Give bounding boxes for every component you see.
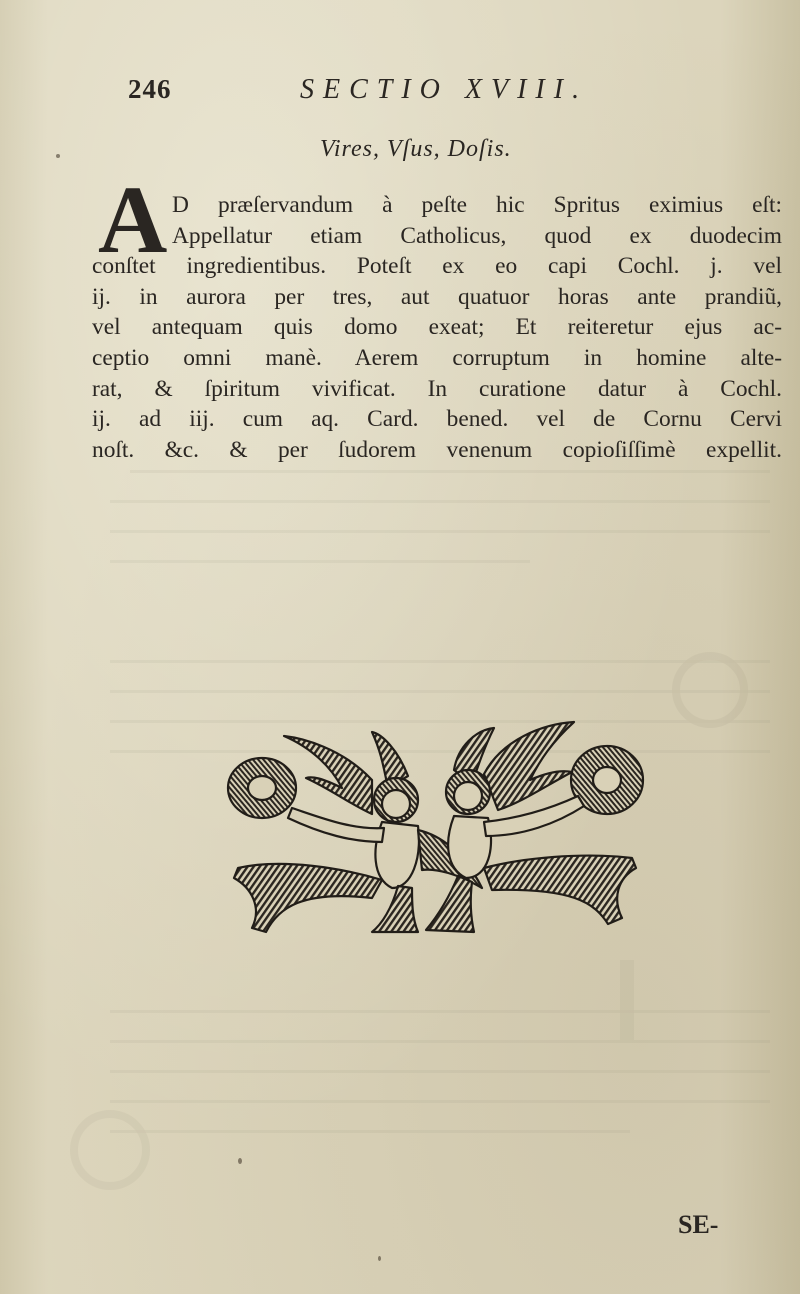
- text-line: Appellatur etiam Catholicus, quod ex duodecim: [172, 222, 782, 249]
- text-line: ij. in aurora per tres, aut quatuor horas ante prandiũ,: [92, 283, 782, 310]
- text-line: rat, & ſpiritum vivificat. In curatione datur à Cochl.: [92, 375, 782, 402]
- text-line: D præſervandum à peſte hic Spritus eximius eſt:: [172, 192, 782, 218]
- left-cherub-wing: [284, 736, 372, 814]
- text-line: vel antequam quis domo exeat; Et reiteretur ejus ac-: [92, 314, 782, 341]
- section-subheading: Vires, Vſus, Doſis.: [320, 136, 512, 162]
- winged-cherubs-with-wreaths-woodcut-icon: [222, 718, 652, 942]
- running-head: SECTIO XVIII.: [300, 74, 589, 105]
- right-cherub-leg-2: [426, 876, 474, 932]
- left-wreath: [228, 758, 296, 818]
- right-cherub-leg: [484, 856, 636, 924]
- catchword: SE-: [678, 1210, 719, 1239]
- right-cherub-wing: [484, 722, 574, 810]
- page-number: 246: [128, 74, 172, 104]
- body-paragraph: [92, 190, 782, 465]
- foxing-spot: [56, 154, 60, 158]
- left-cherub-leg: [234, 864, 382, 932]
- text-line: ceptio omni manè. Aerem corruptum in homine alte-: [92, 344, 782, 371]
- foxing-spot: [378, 1256, 381, 1261]
- text-line: conſtet ingredientibus. Poteſt ex eo capi Cochl. j. vel: [92, 253, 782, 280]
- drop-cap: A: [98, 166, 168, 273]
- left-cherub-leg-2: [372, 886, 418, 932]
- foxing-spot: [238, 1158, 242, 1164]
- text-line: ij. ad iij. cum aq. Card. bened. vel de Cornu Cervi: [92, 406, 782, 433]
- page-header: [128, 72, 648, 112]
- text-line: noſt. &c. & per ſudorem venenum copioſiſſimè expellit.: [92, 436, 782, 463]
